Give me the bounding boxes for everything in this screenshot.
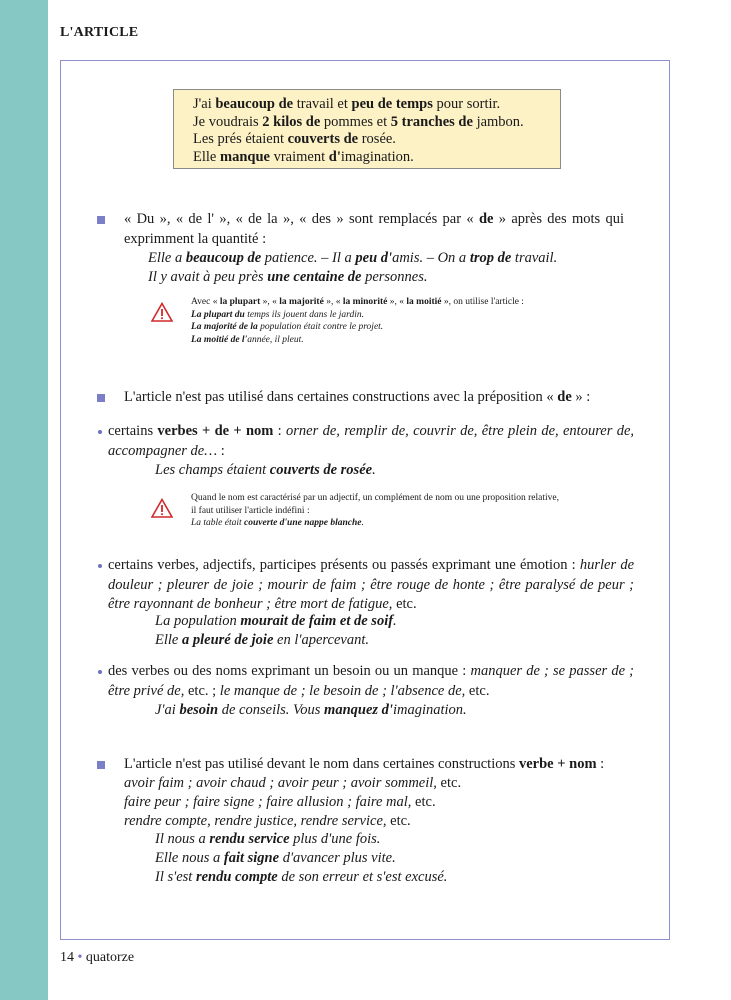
warning-note-1 [191, 296, 524, 346]
rule-3-example: Elle nous a fait signe d'avancer plus vite. [155, 850, 396, 866]
dot-bullet-icon [98, 670, 102, 674]
note-line: La plupart du temps ils jouent dans le jardin. [191, 309, 365, 320]
example-box [173, 89, 561, 169]
rule-3-example: Il s'est rendu compte de son erreur et s'est excusé. [155, 869, 448, 885]
rule-3-example: Il nous a rendu service plus d'une fois. [155, 831, 381, 847]
rule-1-example: Il y avait à peu près une centaine de personnes. [148, 269, 428, 285]
rule-2-item-3: des verbes ou des noms exprimant un besoin ou un manque : manquer de ; se passer de ; être privé de, etc. ; le manque de ; le besoin de ; l'absence de, etc. [108, 663, 634, 699]
rule-1-text: « Du », « de l' », « de la », « des » sont remplacés par « de » après des mots qui exprimment la quantité : [124, 211, 624, 247]
square-bullet-icon [97, 394, 105, 402]
dot-bullet-icon [98, 430, 102, 434]
example-box-line: J'ai beaucoup de travail et peu de temps pour sortir. [193, 96, 501, 112]
section-title: L'ARTICLE [60, 25, 139, 40]
page-word: quatorze [85, 950, 135, 965]
rule-2-item-3-example: J'ai besoin de conseils. Vous manquez d'imagination. [155, 702, 467, 718]
example-box-line: Les prés étaient couverts de rosée. [193, 131, 396, 147]
dot-bullet-icon [98, 564, 102, 568]
rule-2-item-1: certains verbes + de + nom : orner de, remplir de, couvrir de, être plein de, entourer de, accompagner de… : [108, 423, 635, 459]
note-line: Avec « la plupart », « la majorité », « la minorité », « la moitié », on utilise l'article : [191, 297, 524, 307]
warning-note-2 [191, 492, 559, 530]
footer-bullet-icon: • [77, 950, 83, 965]
warning-triangle-icon [151, 302, 173, 322]
note-line: La majorité de la population était contre le projet. [191, 322, 384, 332]
rule-3-list: avoir faim ; avoir chaud ; avoir peur ; avoir sommeil, etc. [124, 775, 462, 791]
rule-2-item-2-example: Elle a pleuré de joie en l'apercevant. [155, 632, 369, 648]
page-number: 14 [60, 950, 74, 965]
rule-3-list: faire peur ; faire signe ; faire allusion ; faire mal, etc. [124, 794, 436, 810]
warning-triangle-icon [151, 498, 173, 518]
example-box-line: Elle manque vraiment d'imagination. [193, 148, 414, 165]
rule-2-item-2: certains verbes, adjectifs, participes présents ou passés exprimant une émotion : hurler de douleur ; pleurer de joie ; mourir de faim ; être rouge de honte ; être paralysé de peur ; être rayonnant de bonheur ; être mort de fatigue, etc. [108, 557, 634, 612]
note-line: il faut utiliser l'article indéfini : [191, 505, 310, 516]
side-color-band [0, 0, 48, 1000]
note-line: Quand le nom est caractérisé par un adjectif, un complément de nom ou une proposition relative, [191, 493, 560, 503]
page-footer [60, 950, 134, 966]
note-line: La moitié de l'année, il pleut. [191, 334, 304, 345]
rule-2-text: L'article n'est pas utilisé dans certaines constructions avec la préposition « de » : [124, 389, 591, 405]
rule-3-list: rendre compte, rendre justice, rendre service, etc. [124, 813, 411, 829]
rule-3-text: L'article n'est pas utilisé devant le nom dans certaines constructions verbe + nom : [124, 756, 605, 772]
square-bullet-icon [97, 216, 105, 224]
example-box-line: Je voudrais 2 kilos de pommes et 5 tranches de jambon. [193, 113, 524, 130]
rule-1-example: Elle a beaucoup de patience. – Il a peu d'amis. – On a trop de travail. [148, 250, 558, 266]
rule-2-item-2-example: La population mourait de faim et de soif. [155, 613, 397, 629]
square-bullet-icon [97, 761, 105, 769]
note-line: La table était couverte d'une nappe blanche. [191, 518, 364, 528]
rule-2-item-1-example: Les champs étaient couverts de rosée. [155, 462, 376, 478]
